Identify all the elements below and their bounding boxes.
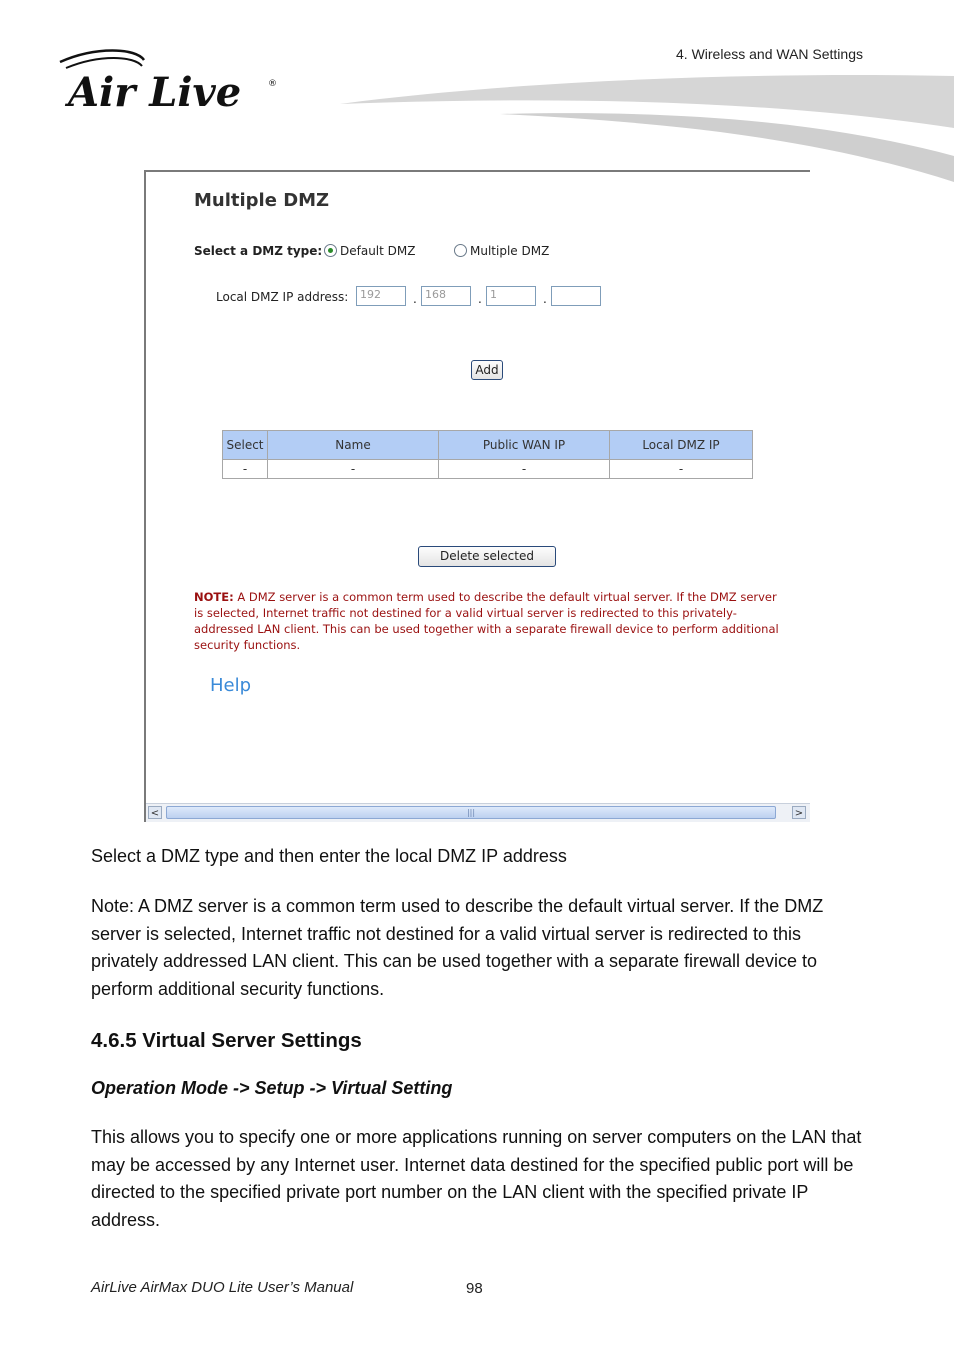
ip-label: Local DMZ IP address: [216,290,349,304]
dmz-type-row [194,244,594,260]
note-text: A DMZ server is a common term used to describe the default virtual server. If the DMZ server is selected, Internet traffic not destined for a valid virtual server is redirected to this privately-addressed LAN client. This can be used together with a separate firewall device to perform additional security functions. [194,590,779,652]
ip-octet-4[interactable] [551,286,601,306]
radio-default-dmz[interactable]: Default DMZ [324,244,415,258]
radio-selected-icon[interactable] [324,244,337,257]
scroll-left-icon[interactable]: < [148,806,162,819]
screen-title: Multiple DMZ [194,190,330,211]
scroll-thumb[interactable]: ||| [166,806,776,819]
add-button[interactable]: Add [471,360,503,380]
ip-octet-3[interactable]: 1 [486,286,536,306]
table-cell: - [439,460,610,479]
table-cell: - [223,460,268,479]
note-prefix: NOTE: [194,590,234,604]
section-heading: 4.6.5 Virtual Server Settings [91,1029,362,1052]
note-paragraph: Note: A DMZ server is a common term used to describe the default virtual server. If the DMZ server is selected, Internet traffic not destined for a valid virtual server is redirected to this privately addressed LAN client. This can be used together with a separate firewall device to perform additional security functions. [91,896,824,1000]
dmz-screenshot [144,170,810,822]
ip-dot: . [413,292,417,306]
ip-address-row [216,290,616,306]
col-local-dmz-ip: Local DMZ IP [610,431,753,460]
dmz-table [222,430,753,479]
help-link[interactable]: Help [210,675,252,696]
delete-selected-button[interactable]: Delete selected [418,546,556,567]
table-row [223,460,753,479]
ip-octet-2[interactable]: 168 [421,286,471,306]
table-cell: - [610,460,753,479]
ip-octet-1[interactable]: 192 [356,286,406,306]
description-paragraph: This allows you to specify one or more applications running on server computers on the LAN that may be accessed by any Internet user. Internet data destined for the specified public port will be directed to the specified private port number on the LAN client with the specified private IP address. [91,1127,862,1231]
airlive-logo [56,48,286,118]
ip-dot: . [543,292,547,306]
chapter-header: 4. Wireless and WAN Settings [676,46,863,62]
col-select: Select [223,431,268,460]
table-header-row [223,431,753,460]
radio-unselected-icon[interactable] [454,244,467,257]
svg-text:®: ® [268,79,277,89]
caption-text: Select a DMZ type and then enter the local DMZ IP address [91,846,567,866]
horizontal-scrollbar[interactable] [146,803,810,822]
menu-path: Operation Mode -> Setup -> Virtual Setting [91,1078,453,1098]
radio-multiple-dmz[interactable]: Multiple DMZ [454,244,549,258]
col-name: Name [268,431,439,460]
scroll-right-icon[interactable]: > [792,806,806,819]
table-cell: - [268,460,439,479]
manual-title: AirLive AirMax DUO Lite User’s Manual [91,1279,354,1296]
ip-dot: . [478,292,482,306]
logo-wordmark: Air Live [68,69,242,116]
col-public-wan-ip: Public WAN IP [439,431,610,460]
page-number: 98 [466,1280,483,1297]
dmz-note [194,589,784,653]
dmz-type-label: Select a DMZ type: [194,244,323,258]
